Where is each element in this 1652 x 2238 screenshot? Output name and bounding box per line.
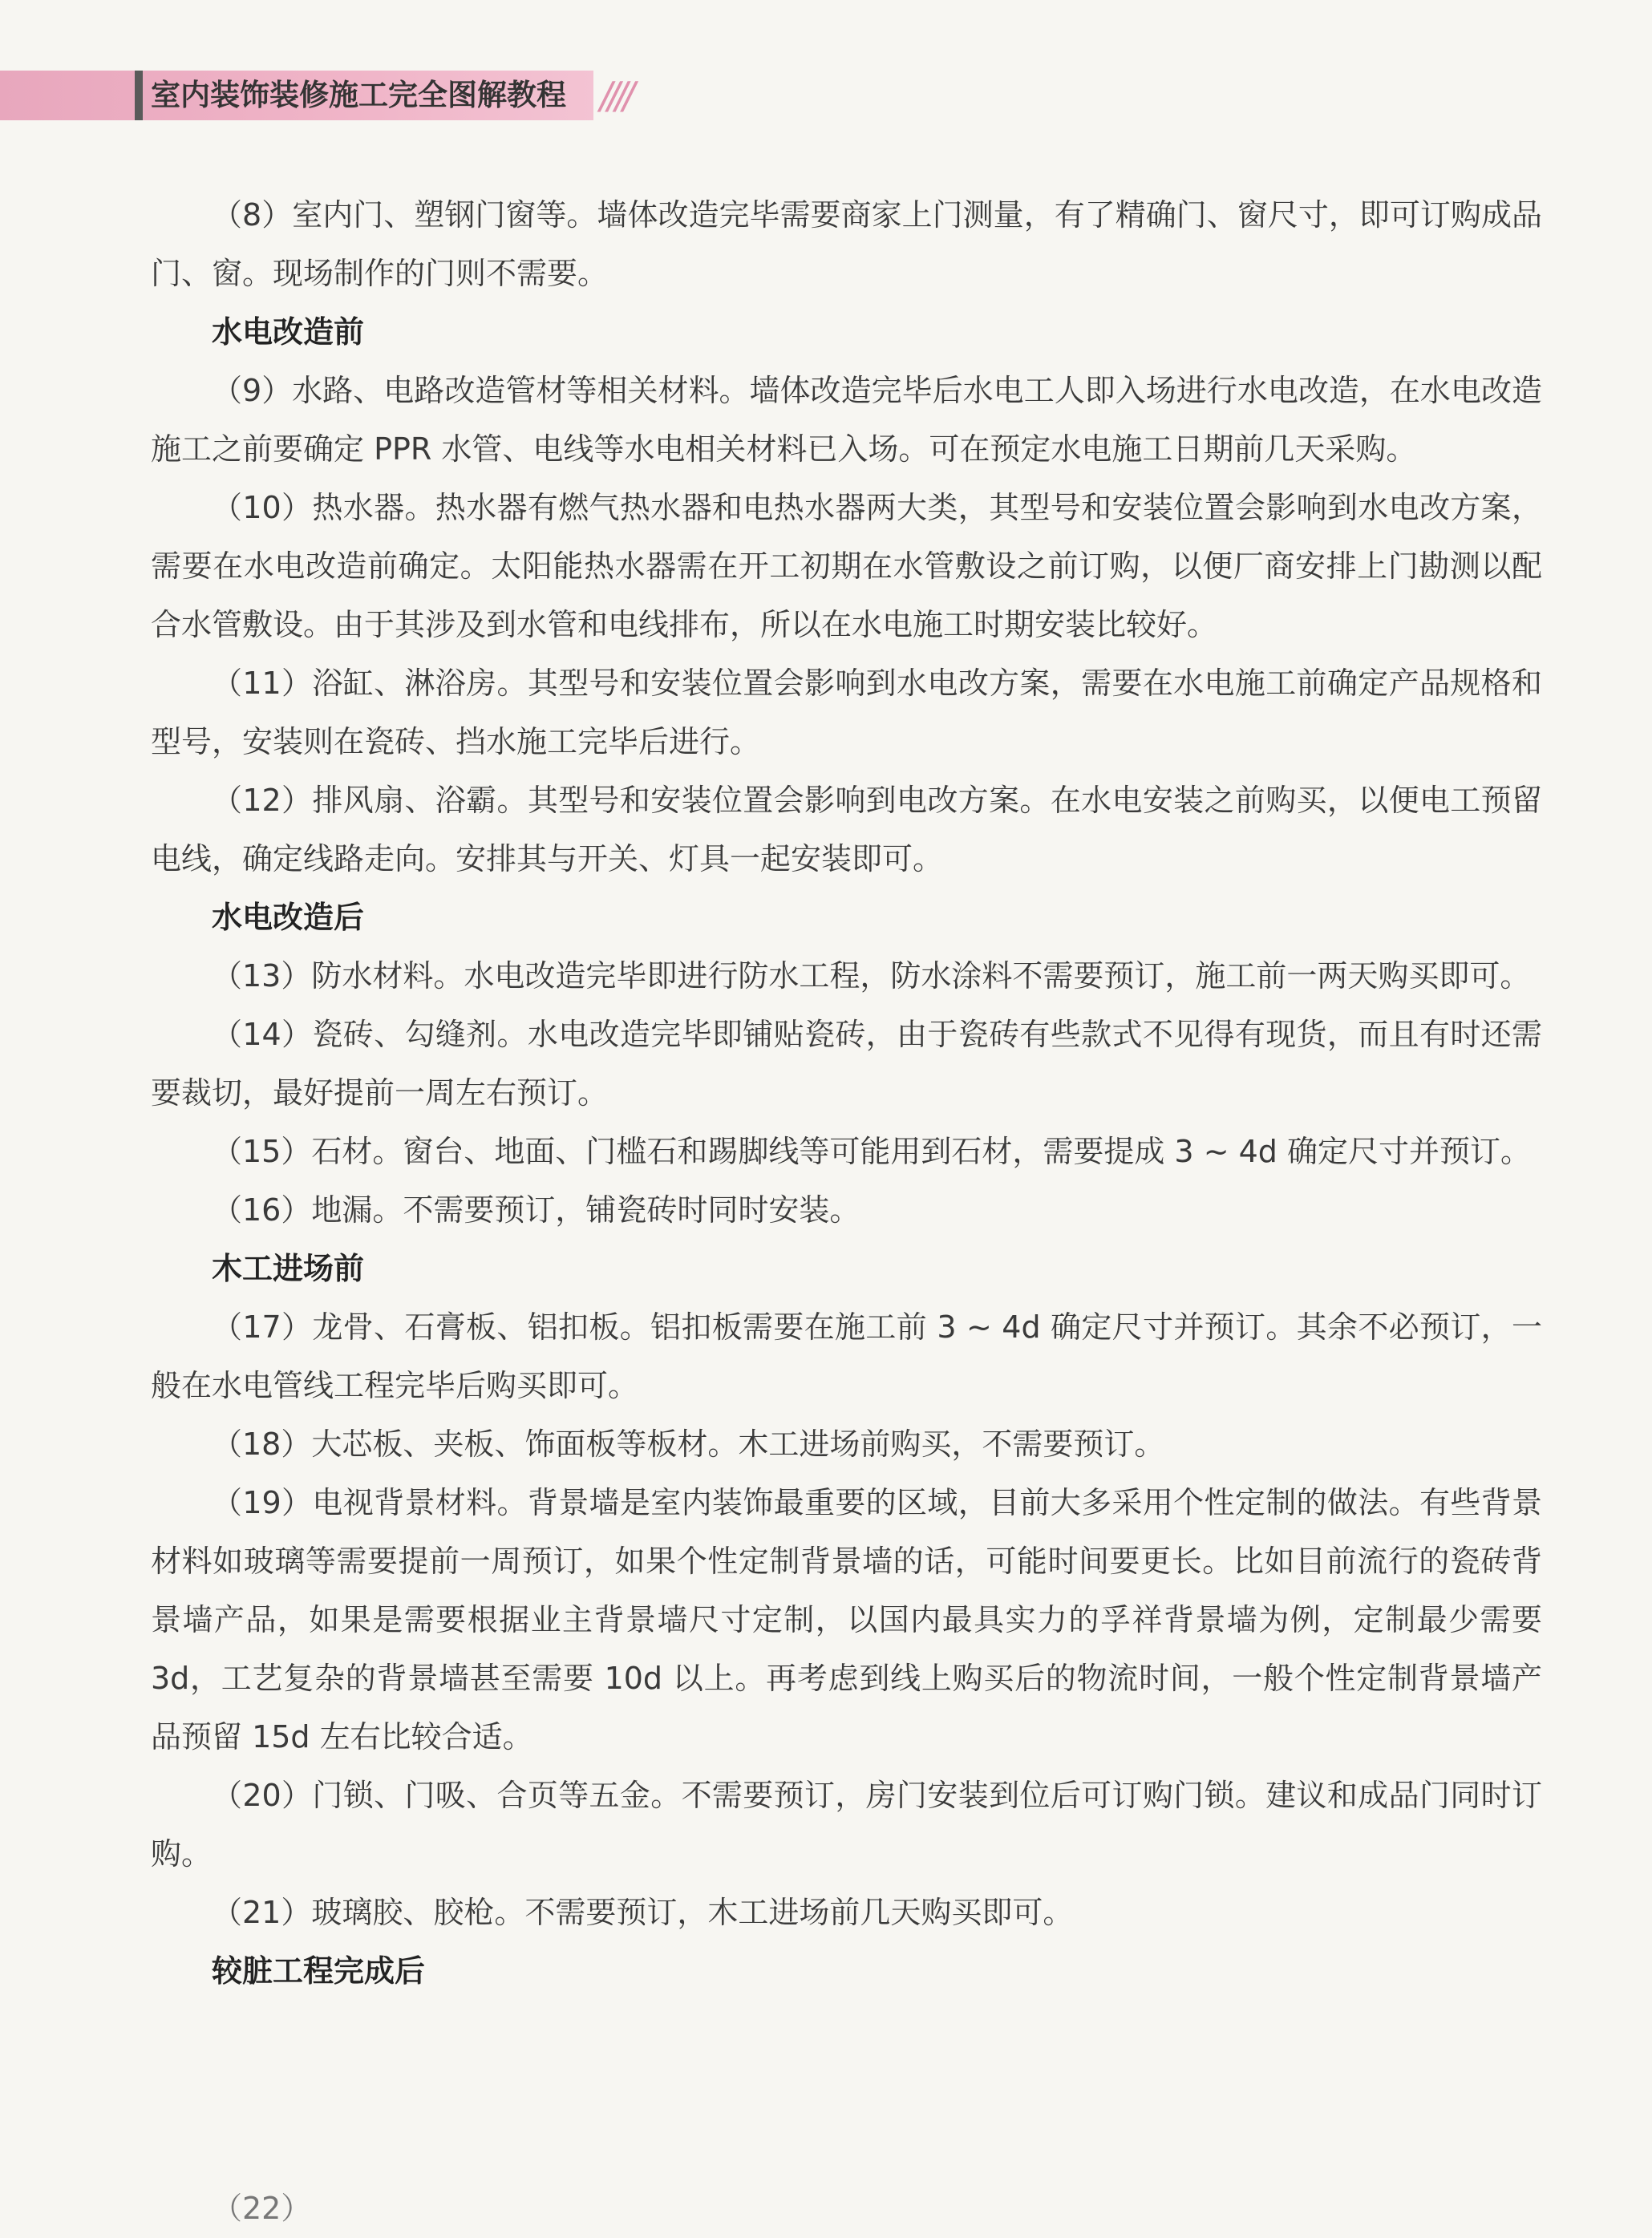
paragraph-17: （17）龙骨、石膏板、铝扣板。铝扣板需要在施工前 3 ~ 4d 确定尺寸并预订。其余不必预订，一般在水电管线工程完毕后购买即可。 xyxy=(151,1309,1542,1403)
paragraph-22-partial: （22） xyxy=(212,2191,312,2226)
section-heading-after-dirty-work: 较脏工程完成后 xyxy=(212,1953,426,1989)
paragraph-13: （13）防水材料。水电改造完毕即进行防水工程，防水涂料不需要预订，施工前一两天购买即可。 xyxy=(212,958,1531,994)
paragraph-11: （11）浴缸、淋浴房。其型号和安装位置会影响到水电改方案，需要在水电施工前确定产品规格和型号，安装则在瓷砖、挡水施工完毕后进行。 xyxy=(151,666,1542,759)
header-slash-decoration: //// xyxy=(600,74,630,117)
paragraph-8: （8）室内门、塑钢门窗等。墙体改造完毕需要商家上门测量，有了精确门、窗尺寸，即可订购成品门、窗。现场制作的门则不需要。 xyxy=(151,197,1542,291)
paragraph-14: （14）瓷砖、勾缝剂。水电改造完毕即铺贴瓷砖，由于瓷砖有些款式不见得有现货，而且有时还需要裁切，最好提前一周左右预订。 xyxy=(151,1017,1542,1111)
paragraph-18: （18）大芯板、夹板、饰面板等板材。木工进场前购买，不需要预订。 xyxy=(212,1427,1165,1462)
paragraph-12: （12）排风扇、浴霸。其型号和安装位置会影响到电改方案。在水电安装之前购买，以便电工预留电线，确定线路走向。安排其与开关、灯具一起安装即可。 xyxy=(151,783,1542,876)
paragraph-9: （9）水路、电路改造管材等相关材料。墙体改造完毕后水电工人即入场进行水电改造，在水电改造施工之前要确定 PPR 水管、电线等水电相关材料已入场。可在预定水电施工日期前几天采购。 xyxy=(151,373,1542,467)
section-heading-before-plumbing: 水电改造前 xyxy=(212,314,365,350)
section-heading-after-plumbing: 水电改造后 xyxy=(212,900,365,935)
header-band xyxy=(0,71,593,120)
paragraph-19: （19）电视背景材料。背景墙是室内装饰最重要的区域，目前大多采用个性定制的做法。有些背景材料如玻璃等需要提前一周预订，如果个性定制背景墙的话，可能时间要更长。比如目前流行的瓷砖背景墙产品，如果是需要根据业主背景墙尺寸定制，以国内最具实力的孚祥背景墙为例，定制最少需要 3d，工艺复杂的背景墙甚至需要 10d 以上。再考虑到线上购买后的物流时间，一般个性定制背景墙产品预留 15d 左右比较合适。 xyxy=(151,1485,1542,1754)
cut-off-line xyxy=(151,2179,1542,2226)
page-body xyxy=(151,186,1542,2001)
header-bar xyxy=(135,71,143,120)
section-heading-before-carpentry: 木工进场前 xyxy=(212,1251,365,1286)
book-title: 室内装饰装修施工完全图解教程 xyxy=(151,78,566,112)
paragraph-10: （10）热水器。热水器有燃气热水器和电热水器两大类，其型号和安装位置会影响到水电改方案，需要在水电改造前确定。太阳能热水器需在开工初期在水管敷设之前订购，以便厂商安排上门勘测以配合水管敷设。由于其涉及到水管和电线排布，所以在水电施工时期安装比较好。 xyxy=(151,490,1542,642)
paragraph-16: （16）地漏。不需要预订，铺瓷砖时同时安装。 xyxy=(212,1192,860,1228)
paragraph-20: （20）门锁、门吸、合页等五金。不需要预订，房门安装到位后可订购门锁。建议和成品门同时订购。 xyxy=(151,1778,1542,1872)
paragraph-15: （15）石材。窗台、地面、门槛石和踢脚线等可能用到石材，需要提成 3 ~ 4d 确定尺寸并预订。 xyxy=(212,1134,1531,1169)
paragraph-21: （21）玻璃胶、胶枪。不需要预订，木工进场前几天购买即可。 xyxy=(212,1895,1074,1930)
